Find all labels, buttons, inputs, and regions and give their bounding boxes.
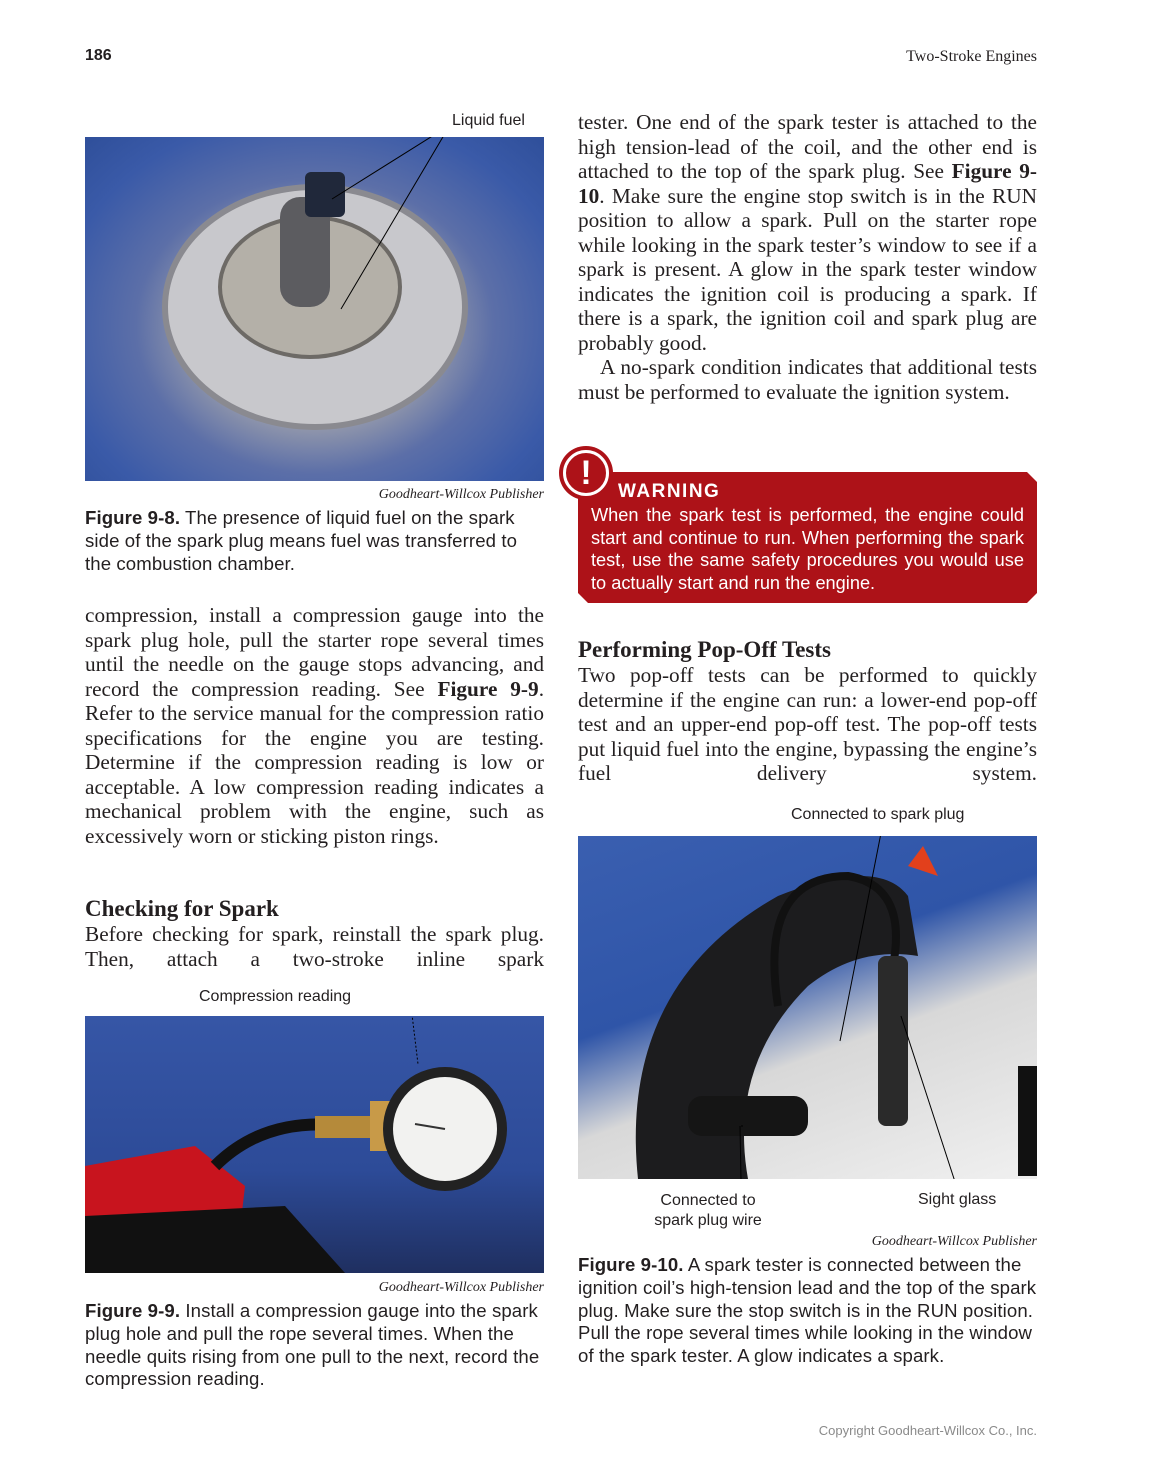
callout-line: Connected to xyxy=(660,1192,756,1209)
page-number: 186 xyxy=(85,47,112,64)
no-spark-paragraph: A no-spark condition indicates that additional tests must be performed to evaluate the ignition system. xyxy=(578,355,1037,404)
compression-paragraph xyxy=(85,603,544,848)
spark-plug-illustration xyxy=(85,137,544,481)
caption-text: Install a compression gauge into the spark plug hole and pull the rope several times. When the needle quits rising from one pull to the next, record the compression reading. xyxy=(85,1300,540,1390)
caption-text: A spark tester is connected between the ignition coil’s high-tension lead and the top of the spark plug. Make sure the stop switch is in the RUN position. Pull the rope several times while looking in the window of the spark tester. A glow indicates a spark. xyxy=(578,1254,1037,1367)
caption-label: Figure 9-9. xyxy=(85,1300,181,1321)
callout-connected-to-spark-plug: Connected to spark plug xyxy=(791,806,965,823)
text: compression, install a compression gauge into the spark plug hole, pull the starter rope several times until the needle on the gauge stops advancing, and record the compression reading. See xyxy=(85,603,544,701)
callout-line: spark plug wire xyxy=(654,1212,762,1229)
figure-9-10-caption xyxy=(578,1254,1037,1368)
running-header: Two-Stroke Engines xyxy=(906,48,1037,65)
caption-label: Figure 9-8. xyxy=(85,507,181,528)
copyright-footer: Copyright Goodheart-Willcox Co., Inc. xyxy=(818,1423,1037,1438)
text: tester. One end of the spark tester is attached to the high tension-lead of the coil, and the other end is attached to the top of the spark plug. See xyxy=(578,110,1037,184)
figure-reference-link[interactable]: Figure 9-10 xyxy=(578,159,1037,208)
spark-tester-illustration xyxy=(578,836,1037,1179)
warning-icon-badge xyxy=(559,446,613,500)
section-heading-pop-off-tests: Performing Pop-Off Tests xyxy=(578,637,831,662)
figure-9-9-caption xyxy=(85,1300,544,1391)
pop-off-paragraph: Two pop-off tests can be performed to quickly determine if the engine can run: a lower-end pop-off test and an upper-end pop-off test. The pop-off tests put liquid fuel into the engine, bypassing the engine’s fuel delivery system. xyxy=(578,663,1037,786)
callout-connected-to-spark-plug-wire xyxy=(638,1191,778,1231)
figure-9-9-credit: Goodheart-Willcox Publisher xyxy=(378,1280,544,1295)
figure-10-spark-tester-photo xyxy=(578,836,1037,1179)
text: . Make sure the engine stop switch is in the RUN position to allow a spark. Pull on the starter rope while looking in the spark tester’s window to see if a spark is present. A glow in the spark tester window indicates the ignition coil is producing a spark. If there is a spark, the ignition coil and spark plug are probably good. xyxy=(578,183,1037,355)
compression-gauge-illustration xyxy=(85,1016,544,1273)
figure-9-10-credit: Goodheart-Willcox Publisher xyxy=(871,1234,1037,1249)
spark-paragraph: Before checking for spark, reinstall the spark plug. Then, attach a two-stroke inline spark xyxy=(85,922,544,971)
callout-sight-glass: Sight glass xyxy=(918,1191,997,1208)
caption-text: The presence of liquid fuel on the spark side of the spark plug means fuel was transferred to the combustion chamber. xyxy=(85,507,518,574)
caption-label: Figure 9-10. xyxy=(578,1254,684,1275)
callout-liquid-fuel: Liquid fuel xyxy=(452,112,525,129)
warning-text: When the spark test is performed, the engine could start and continue to run. When performing the spark test, use the same safety procedures you would use to actually start and run the engine. xyxy=(591,505,1024,594)
section-heading-checking-for-spark: Checking for Spark xyxy=(85,896,279,921)
figure-reference-link[interactable]: Figure 9-9 xyxy=(437,676,539,701)
spark-tester-paragraph xyxy=(578,110,1037,355)
callout-compression-reading: Compression reading xyxy=(199,988,352,1005)
figure-9-8-spark-plug-photo xyxy=(85,137,544,481)
figure-9-9-compression-gauge-photo xyxy=(85,1016,544,1273)
figure-9-8-credit: Goodheart-Willcox Publisher xyxy=(378,487,544,502)
exclamation-circle-icon: ! xyxy=(563,450,609,496)
figure-9-8-caption xyxy=(85,507,544,575)
warning-title: WARNING xyxy=(618,481,721,502)
text: . Refer to the service manual for the compression ratio specifications for the engine you are testing. Determine if the compression reading is low or acceptable. A low compression reading indicates a mechanical problem with the engine, such as excessively worn or sticking piston rings. xyxy=(85,676,545,848)
